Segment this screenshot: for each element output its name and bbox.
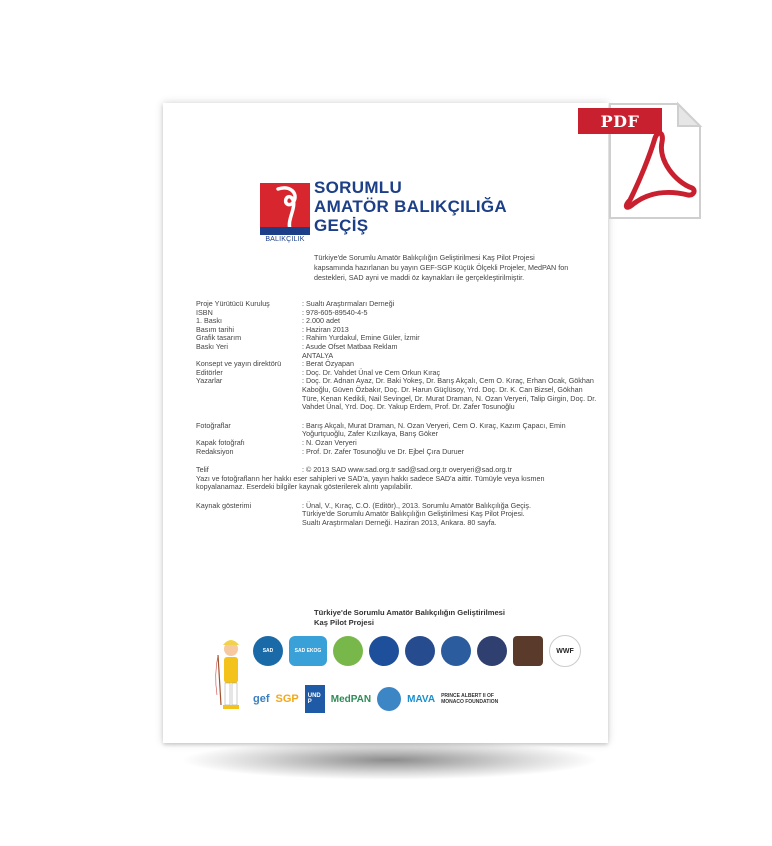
page-shadow bbox=[180, 740, 600, 780]
pdf-badge: PDF bbox=[578, 108, 662, 134]
mava-logo: MAVA bbox=[407, 693, 436, 705]
meta-value: : Asude Ofset Matbaa Reklam ANTALYA bbox=[302, 341, 398, 360]
partner-logo bbox=[405, 636, 435, 666]
meta-value: : Haziran 2013 bbox=[302, 324, 349, 334]
logo-caption-bottom: BALIKÇILIK bbox=[265, 236, 305, 243]
partner-logo bbox=[513, 636, 543, 666]
meta-value: : Barış Akçalı, Murat Draman, N. Ozan Veryeri, Cem O. Kıraç, Kazım Çapacı, Emin Yoğurtçuoğlu, Zafer Kızılkaya, Barış Göker bbox=[302, 420, 566, 439]
meta-value: : Doç. Dr. Adnan Ayaz, Dr. Baki Yokeş, Dr. Barış Akçalı, Cem O. Kıraç, Erhan Ocak, Gökhan Kaboğlu, Güven Özbakır, Doç. Dr. Harun Güçlüsoy, Yrd. Doç. Dr. K. Can Bizsel, Gökhan Türe, Kenan Kedikli, Nail Sevingel, Dr. Murat Draman, N. Ozan Veryeri, Talip Girgin, Doç. Dr. Vahdet Ünal, Yrd. Doç. Dr. Yakup Erdem, Prof. Dr. Zafer Tosunoğlu bbox=[302, 376, 597, 412]
meta-key: Proje Yürütücü Kuruluş bbox=[196, 299, 270, 308]
meta-key: ISBN bbox=[196, 307, 213, 317]
meta-value: : Rahim Yurdakul, Emine Güler, İzmir bbox=[302, 333, 420, 343]
project-title-line: Kaş Pilot Projesi bbox=[314, 618, 374, 627]
title-line: AMATÖR BALIKÇILIĞA bbox=[314, 197, 508, 216]
meta-value: : 978-605-89540-4-5 bbox=[302, 307, 368, 317]
wwf-logo: WWF bbox=[549, 635, 581, 667]
meta-key: Basım tarihi bbox=[196, 324, 234, 334]
book-title bbox=[314, 178, 507, 235]
partner-logo bbox=[333, 636, 363, 666]
meta-key: Telif bbox=[196, 465, 209, 475]
meta-key: Grafik tasarım bbox=[196, 333, 242, 343]
meta-key: Baskı Yeri bbox=[196, 341, 228, 351]
fisherman-mascot-icon bbox=[213, 635, 249, 715]
meta-value: : 2.000 adet bbox=[302, 316, 340, 326]
partner-logo bbox=[377, 687, 401, 711]
project-title-line: Türkiye'de Sorumlu Amatör Balıkçılığın Geliştirilmesi bbox=[314, 608, 506, 617]
logo-caption bbox=[258, 228, 312, 244]
meta-key: Editörler bbox=[196, 367, 223, 377]
project-title bbox=[314, 608, 505, 628]
meta-key: Kapak fotoğrafı bbox=[196, 437, 245, 447]
meta-key: 1. Baskı bbox=[196, 316, 222, 326]
sgp-logo: SGP bbox=[275, 693, 299, 705]
logo-caption-top: SORUMLU bbox=[266, 228, 304, 235]
rights-notice: Yazı ve fotoğrafların her hakkı eser sahipleri ve SAD'a, yayın hakkı sadece SAD'a aittir. Tümüyle veya kısmen kopyalanamaz. Eserdeki bilgiler kaynak gösterilerek alıntı yapılabilir. bbox=[196, 473, 545, 492]
prince-albert-foundation-logo: PRINCE ALBERT II OF MONACO FOUNDATION bbox=[441, 693, 499, 705]
meta-value: : N. Ozan Veryeri bbox=[302, 437, 357, 447]
title-line: SORUMLU bbox=[314, 178, 403, 197]
undp-logo: UNDP bbox=[305, 685, 325, 713]
partner-logo: SAD bbox=[253, 636, 283, 666]
meta-value: : Sualtı Araştırmaları Derneği bbox=[302, 299, 395, 308]
meta-value: : Berat Özyapan bbox=[302, 359, 354, 369]
medpan-logo: MedPAN bbox=[330, 693, 372, 705]
title-line: GEÇİŞ bbox=[314, 216, 369, 235]
meta-value: : © 2013 SAD www.sad.org.tr sad@sad.org.tr overyeri@sad.org.tr bbox=[302, 465, 513, 475]
meta-key: Kaynak gösterimi bbox=[196, 500, 252, 510]
partner-logo bbox=[441, 636, 471, 666]
document-page bbox=[163, 103, 608, 743]
meta-key: Redaksiyon bbox=[196, 446, 234, 456]
partner-logos-row-1 bbox=[253, 635, 581, 667]
meta-value: : Ünal, V., Kıraç, C.O. (Editör)., 2013. Sorumlu Amatör Balıkçılığa Geçiş. Türkiye'de Sorumlu Amatör Balıkçılığın Geliştirilmesi Kaş Pilot Projesi. Sualtı Araştırmaları Derneği. Haziran 2013, Ankara. 80 sayfa. bbox=[302, 500, 532, 528]
partner-logos-row-2 bbox=[253, 685, 499, 713]
colophon bbox=[196, 300, 601, 528]
meta-value: : Doç. Dr. Vahdet Ünal ve Cem Orkun Kıraç bbox=[302, 367, 441, 377]
meta-key: Yazarlar bbox=[196, 376, 223, 386]
partner-logo: SAD EKOG bbox=[289, 636, 327, 666]
intro-paragraph: Türkiye'de Sorumlu Amatör Balıkçılığın Geliştirilmesi Kaş Pilot Projesi kapsamında hazırlanan bu yayın GEF-SGP Küçük Ölçekli Projeler, MedPAN fon destekleri, SAD ayni ve maddi öz kaynakları ile gerçekleştirilmiştir. bbox=[314, 253, 569, 283]
gef-logo: gef bbox=[253, 693, 270, 705]
meta-value: : Prof. Dr. Zafer Tosunoğlu ve Dr. Ejbel Çıra Duruer bbox=[302, 446, 465, 456]
meta-key: Fotoğraflar bbox=[196, 420, 231, 430]
partner-logo bbox=[369, 636, 399, 666]
meta-key: Konsept ve yayın direktörü bbox=[196, 359, 282, 369]
partner-logo bbox=[477, 636, 507, 666]
